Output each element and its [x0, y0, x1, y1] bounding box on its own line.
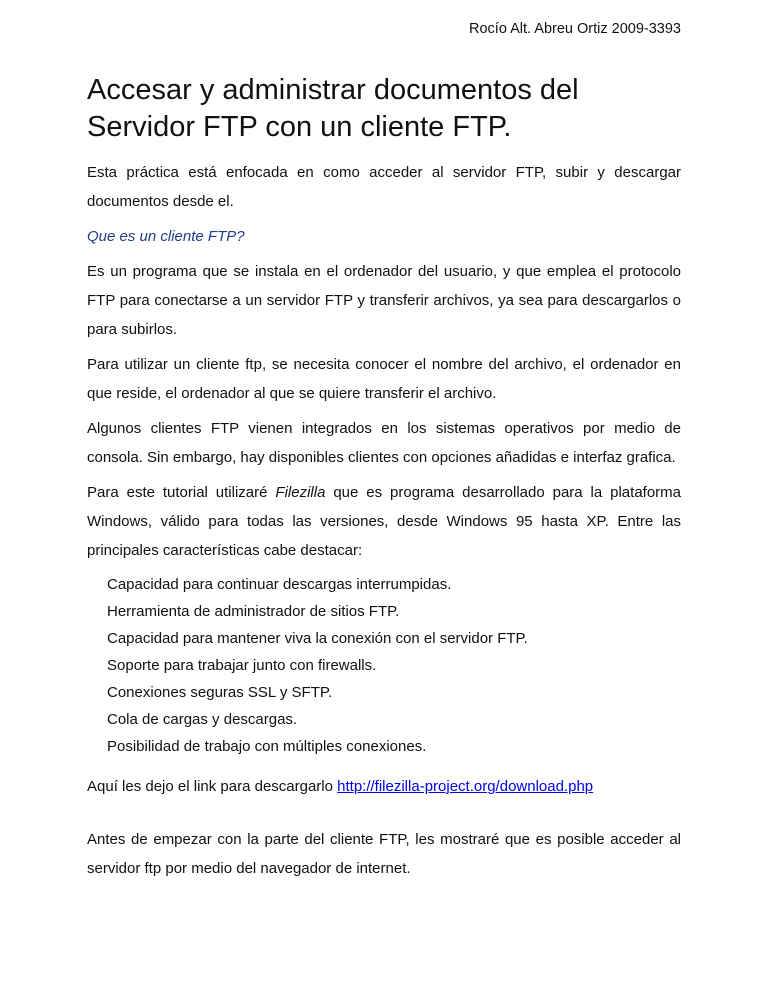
page-title: Accesar y administrar documentos del Servidor FTP con un cliente FTP. — [87, 74, 579, 143]
page-header-author: Rocío Alt. Abreu Ortiz 2009-3393 — [469, 21, 681, 37]
list-item: Capacidad para mantener viva la conexión con el servidor FTP. — [107, 630, 528, 647]
text: que es programa desarrollado para la plataforma Windows, válido para todas las versiones, desde Windows 95 hasta XP. Entre las principales características cabe destacar: — [87, 484, 681, 559]
list-item: Cola de cargas y descargas. — [107, 711, 298, 728]
list-item: Conexiones seguras SSL y SFTP. — [107, 684, 333, 701]
text: Aquí les dejo el link para descargarlo — [87, 778, 338, 795]
tutorial-paragraph — [87, 478, 681, 565]
paragraph: Para utilizar un cliente ftp, se necesita conocer el nombre del archivo, el ordenador en que reside, el ordenador al que se quiere transferir el archivo. — [87, 356, 681, 402]
list-item: Posibilidad de trabajo con múltiples conexiones. — [107, 738, 427, 755]
feature-list — [87, 571, 681, 760]
closing-paragraph: Antes de empezar con la parte del cliente FTP, les mostraré que es posible acceder al servidor ftp por medio del navegador de internet. — [87, 831, 681, 877]
document-body — [87, 158, 681, 883]
software-name: Filezilla — [275, 484, 326, 501]
list-item: Soporte para trabajar junto con firewalls. — [107, 657, 377, 674]
list-item: Herramienta de administrador de sitios FTP. — [107, 603, 400, 620]
download-link[interactable]: http://filezilla-project.org/download.php — [337, 778, 594, 795]
text: Para este tutorial utilizaré — [87, 484, 276, 501]
section-subheading: Que es un cliente FTP? — [87, 228, 245, 245]
paragraph: Algunos clientes FTP vienen integrados en los sistemas operativos por medio de consola. Sin embargo, hay disponibles clientes con opciones añadidas e interfaz grafica. — [87, 420, 681, 466]
intro-paragraph: Esta práctica está enfocada en como acceder al servidor FTP, subir y descargar documentos desde el. — [87, 164, 681, 210]
download-paragraph — [87, 772, 681, 801]
paragraph: Es un programa que se instala en el ordenador del usuario, y que emplea el protocolo FTP para conectarse a un servidor FTP y transferir archivos, ya sea para descargarlos o para subirlos. — [87, 263, 681, 338]
list-item: Capacidad para continuar descargas interrumpidas. — [107, 576, 452, 593]
